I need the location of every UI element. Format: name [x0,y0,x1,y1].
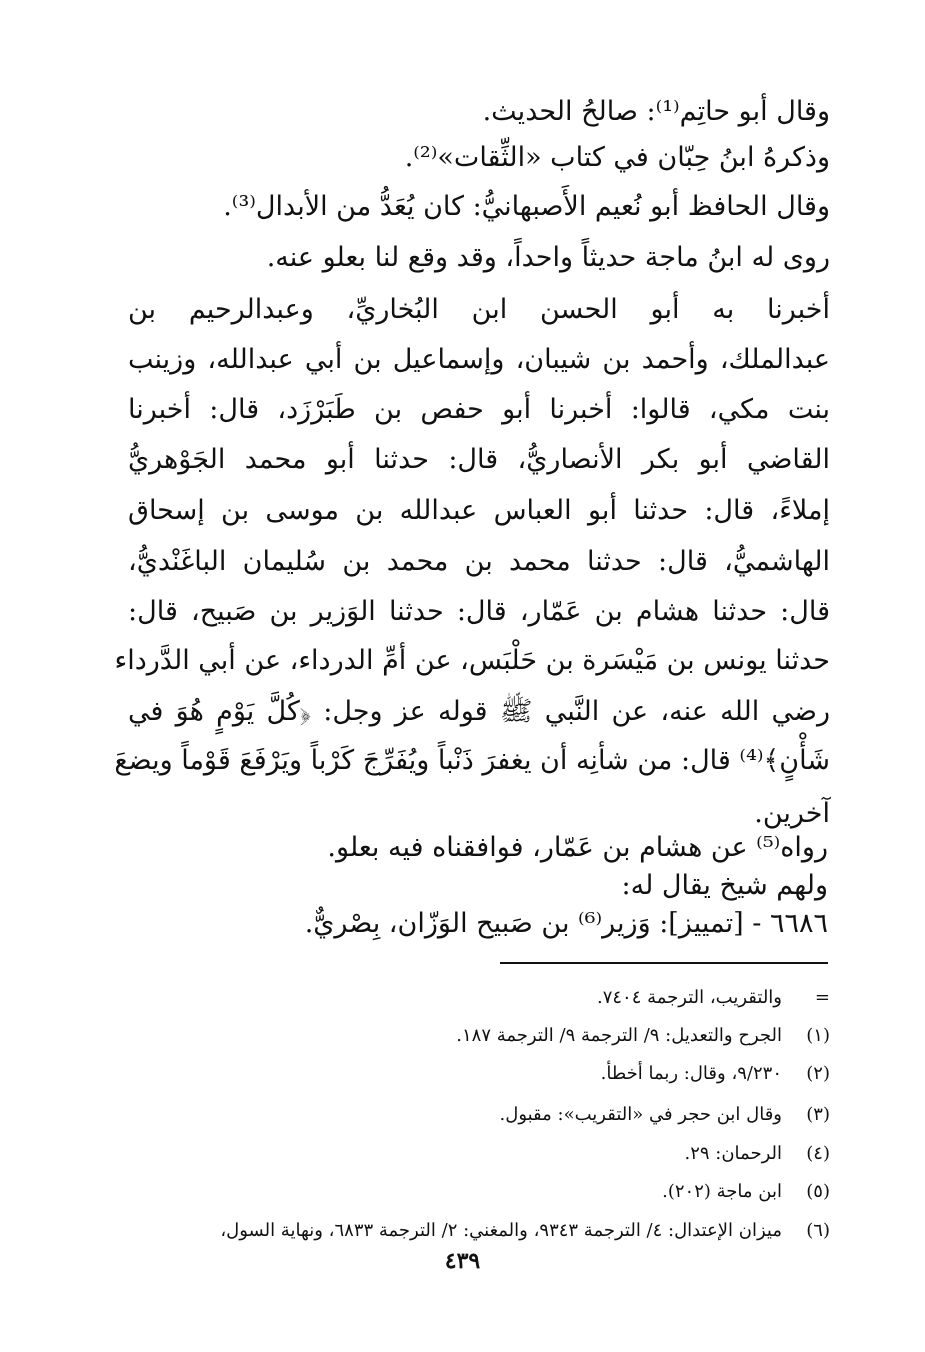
text-line: إملاءً، قال: حدثنا أبو العباس عبدالله بن موسى بن إسحاق [128,495,830,526]
footnote-text: وقال ابن حجر في «التقريب»: مقبول. [499,1104,782,1125]
footnote-number: (٦) [806,1220,830,1241]
text-line: الهاشميُّ، قال: حدثنا محمد بن محمد بن سُليمان الباغَنْديُّ، [128,546,830,577]
footnote-text: ابن ماجة (٢٠٢). [662,1181,782,1202]
footnote-text: ميزان الإعتدال: ٤/ الترجمة ٩٣٤٣، والمغني: ٢/ الترجمة ٦٨٣٣، ونهاية السول، [220,1220,782,1241]
footnote-text: الرحمان: ٢٩. [684,1143,782,1164]
text-line: روى له ابنُ ماجة حديثاً واحداً، وقد وقع لنا بعلو عنه. [266,242,830,273]
text-line: رواه⁽⁵⁾ عن هشام بن عَمّار، فوافقناه فيه بعلو. [327,832,828,863]
footnote [601,1060,830,1088]
footnote-text: ٩/٢٣٠، وقال: ربما أخطأ. [600,1063,782,1084]
text-line: ولهم شيخ يقال له: [621,870,828,901]
text-line: وقال أبو حاتِم⁽¹⁾: صالحُ الحديث. [482,96,830,127]
footnote-number: (٥) [806,1181,830,1202]
entry-heading: ٦٦٨٦ - [تمييز]: وَزير⁽⁶⁾ بن صَبيح الوَزّان، بِصْريٌّ. [304,908,828,939]
text-line: رضي الله عنه، عن النَّبي ﷺ قوله عز وجل: ﴿كُلَّ يَوْمٍ هُوَ في [128,696,830,727]
text-line: وذكرهُ ابنُ حِبّان في كتاب «الثِّقات»⁽²⁾. [404,142,830,173]
text-line: أخبرنا به أبو الحسن ابن البُخاريِّ، وعبدالرحيم بن [128,294,830,325]
text-line: حدثنا يونس بن مَيْسَرة بن حَلْبَس، عن أمِّ الدرداء، عن أبي الدَّرداء [114,645,830,676]
footnote-number: (٤) [806,1143,830,1164]
footnote [597,984,830,1012]
footnote-number: = [814,987,830,1008]
text-line: شَأْنٍ﴾⁽⁴⁾ قال: من شأنِه أن يغفرَ ذَنْباً ويُفَرِّجَ كَرْباً ويَرْفَعَ قَوْماً ويضعَ [114,745,830,776]
footnote-text: والتقريب، الترجمة ٧٤٠٤. [596,987,782,1008]
text-line: وقال الحافظ أبو نُعيم الأَصبهانيُّ: كان يُعَدُّ من الأبدال⁽³⁾. [223,191,830,222]
footnote-number: (٣) [806,1104,830,1125]
footnote [456,1022,830,1050]
text-line: قال: حدثنا هشام بن عَمّار، قال: حدثنا الوَزير بن صَبيح، قال: [128,596,830,627]
text-line: آخرين. [754,798,830,829]
footnote [220,1217,830,1245]
footnote [662,1178,830,1206]
text-line: عبدالملك، وأحمد بن شيبان، وإسماعيل بن أبي عبدالله، وزينب [128,344,830,375]
footnote-text: الجرح والتعديل: ٩/ الترجمة ٩/ الترجمة ١٨٧. [456,1025,782,1046]
page-number: ٤٣٩ [444,1248,481,1274]
footnote-number: (٢) [806,1063,830,1084]
text-line: بنت مكي، قالوا: أخبرنا أبو حفص بن طَبَرْزَد، قال: أخبرنا [128,394,830,425]
footnote [684,1140,830,1168]
text-line: القاضي أبو بكر الأنصاريُّ، قال: حدثنا أبو محمد الجَوْهريُّ [128,444,830,475]
footnote-divider [500,962,828,964]
footnote-number: (١) [806,1025,830,1046]
footnote [500,1101,830,1129]
